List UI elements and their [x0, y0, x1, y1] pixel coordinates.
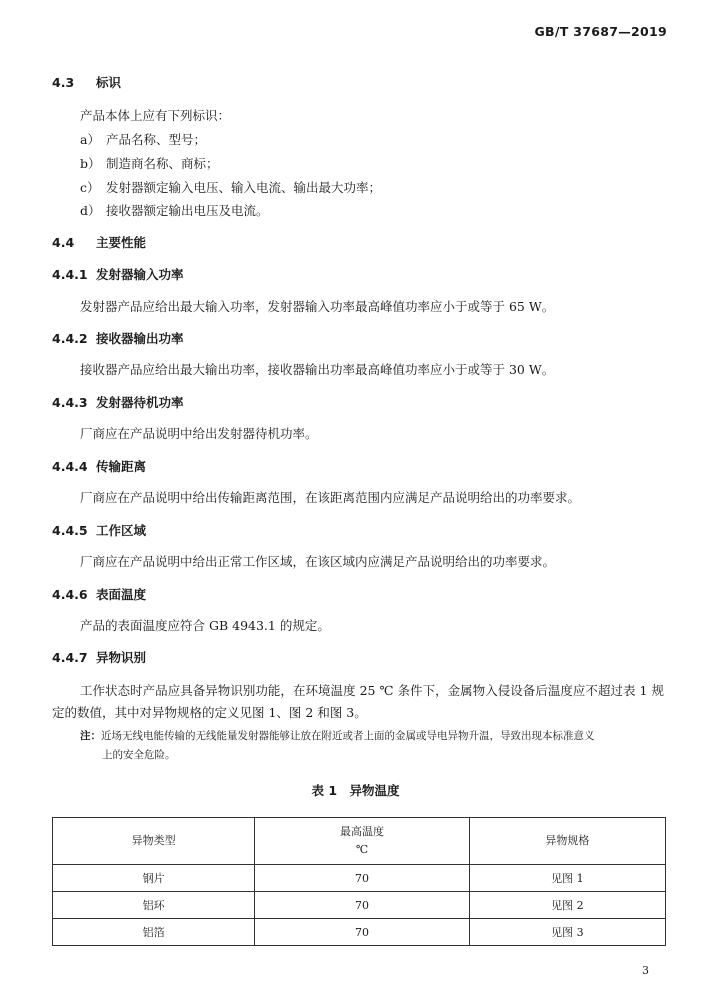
list-marker: a） [80, 132, 100, 147]
section-title: 传输距离 [96, 459, 147, 474]
foreign-object-temperature-table [52, 817, 666, 946]
section-number: 4.4.1 [52, 267, 88, 282]
list-marker: b） [80, 156, 101, 171]
section-4-4-6-text: 产品的表面温度应符合 GB 4943.1 的规定。 [80, 618, 330, 633]
header-max-temp-label: 最高温度 [340, 825, 385, 838]
cell-temp: 70 [255, 892, 470, 919]
section-4-4-3-heading [52, 393, 184, 411]
list-item [80, 178, 381, 196]
list-item-text: 接收器额定输出电压及电流。 [106, 203, 269, 218]
section-title: 标识 [96, 75, 122, 90]
section-title: 工作区域 [96, 523, 147, 538]
section-4-4-6-heading [52, 585, 146, 603]
page-number: 3 [642, 964, 649, 977]
cell-spec: 见图 1 [469, 865, 665, 892]
cell-type: 铝箔 [53, 919, 255, 946]
section-4-4-7-heading [52, 648, 146, 666]
section-4-3-intro: 产品本体上应有下列标识： [80, 108, 231, 123]
section-4-4-1-heading [52, 265, 184, 283]
section-number: 4.3 [52, 75, 75, 90]
list-item-text: 制造商名称、商标； [106, 156, 219, 171]
cell-spec: 见图 2 [469, 892, 665, 919]
section-4-4-5-text: 厂商应在产品说明中给出正常工作区域，在该区域内应满足产品说明给出的功率要求。 [80, 554, 556, 569]
table-row [53, 919, 666, 946]
section-number: 4.4 [52, 235, 75, 250]
section-4-4-2-text: 接收器产品应给出最大输出功率，接收器输出功率最高峰值功率应小于或等于 30 W。 [80, 362, 555, 377]
section-number: 4.4.7 [52, 650, 88, 665]
list-item [80, 154, 219, 172]
section-4-3-heading [52, 73, 121, 91]
table-row [53, 892, 666, 919]
section-number: 4.4.6 [52, 587, 88, 602]
note [80, 727, 670, 765]
section-title: 接收器输出功率 [96, 331, 184, 346]
header-spec: 异物规格 [469, 818, 665, 865]
section-4-4-4-heading [52, 457, 146, 475]
section-title: 发射器输入功率 [96, 267, 184, 282]
note-text-line2: 上的安全危险。 [102, 749, 176, 761]
table-row [53, 865, 666, 892]
list-item-text: 产品名称、型号； [106, 132, 207, 147]
list-item [80, 130, 206, 148]
section-number: 4.4.4 [52, 459, 88, 474]
section-4-4-1-text: 发射器产品应给出最大输入功率，发射器输入功率最高峰值功率应小于或等于 65 W。 [80, 299, 555, 314]
section-4-4-heading [52, 233, 146, 251]
list-marker: d） [80, 203, 101, 218]
section-title: 表面温度 [96, 587, 147, 602]
section-number: 4.4.3 [52, 395, 88, 410]
note-label: 注： [80, 730, 101, 742]
note-text-line1: 近场无线电能传输的无线能量发射器能够让放在附近或者上面的金属或导电异物升温，导致出现本标准意义 [101, 730, 595, 742]
header-temp-unit: ℃ [355, 843, 369, 856]
standard-code-header: GB/T 37687—2019 [534, 24, 667, 39]
section-title: 发射器待机功率 [96, 395, 184, 410]
cell-temp: 70 [255, 865, 470, 892]
section-title: 主要性能 [96, 235, 147, 250]
header-type: 异物类型 [53, 818, 255, 865]
list-marker: c） [80, 180, 100, 195]
cell-type: 钢片 [53, 865, 255, 892]
section-number: 4.4.5 [52, 523, 88, 538]
list-item [80, 201, 269, 219]
table-header-row [53, 818, 666, 865]
table-caption: 表 1 异物温度 [311, 783, 400, 798]
section-4-4-5-heading [52, 521, 146, 539]
cell-temp: 70 [255, 919, 470, 946]
cell-spec: 见图 3 [469, 919, 665, 946]
cell-type: 铝环 [53, 892, 255, 919]
section-number: 4.4.2 [52, 331, 88, 346]
section-4-4-3-text: 厂商应在产品说明中给出发射器待机功率。 [80, 426, 318, 441]
header-max-temp [255, 818, 470, 865]
section-4-4-2-heading [52, 329, 184, 347]
list-item-text: 发射器额定输入电压、输入电流、输出最大功率； [106, 180, 382, 195]
section-4-4-4-text: 厂商应在产品说明中给出传输距离范围，在该距离范围内应满足产品说明给出的功率要求。 [80, 490, 581, 505]
section-title: 异物识别 [96, 650, 147, 665]
section-4-4-7-text: 工作状态时产品应具备异物识别功能，在环境温度 25 ℃ 条件下，金属物入侵设备后温度应不超过表 1 规定的数值，其中对异物规格的定义见图 1、图 2 和图 3。 [52, 683, 664, 720]
